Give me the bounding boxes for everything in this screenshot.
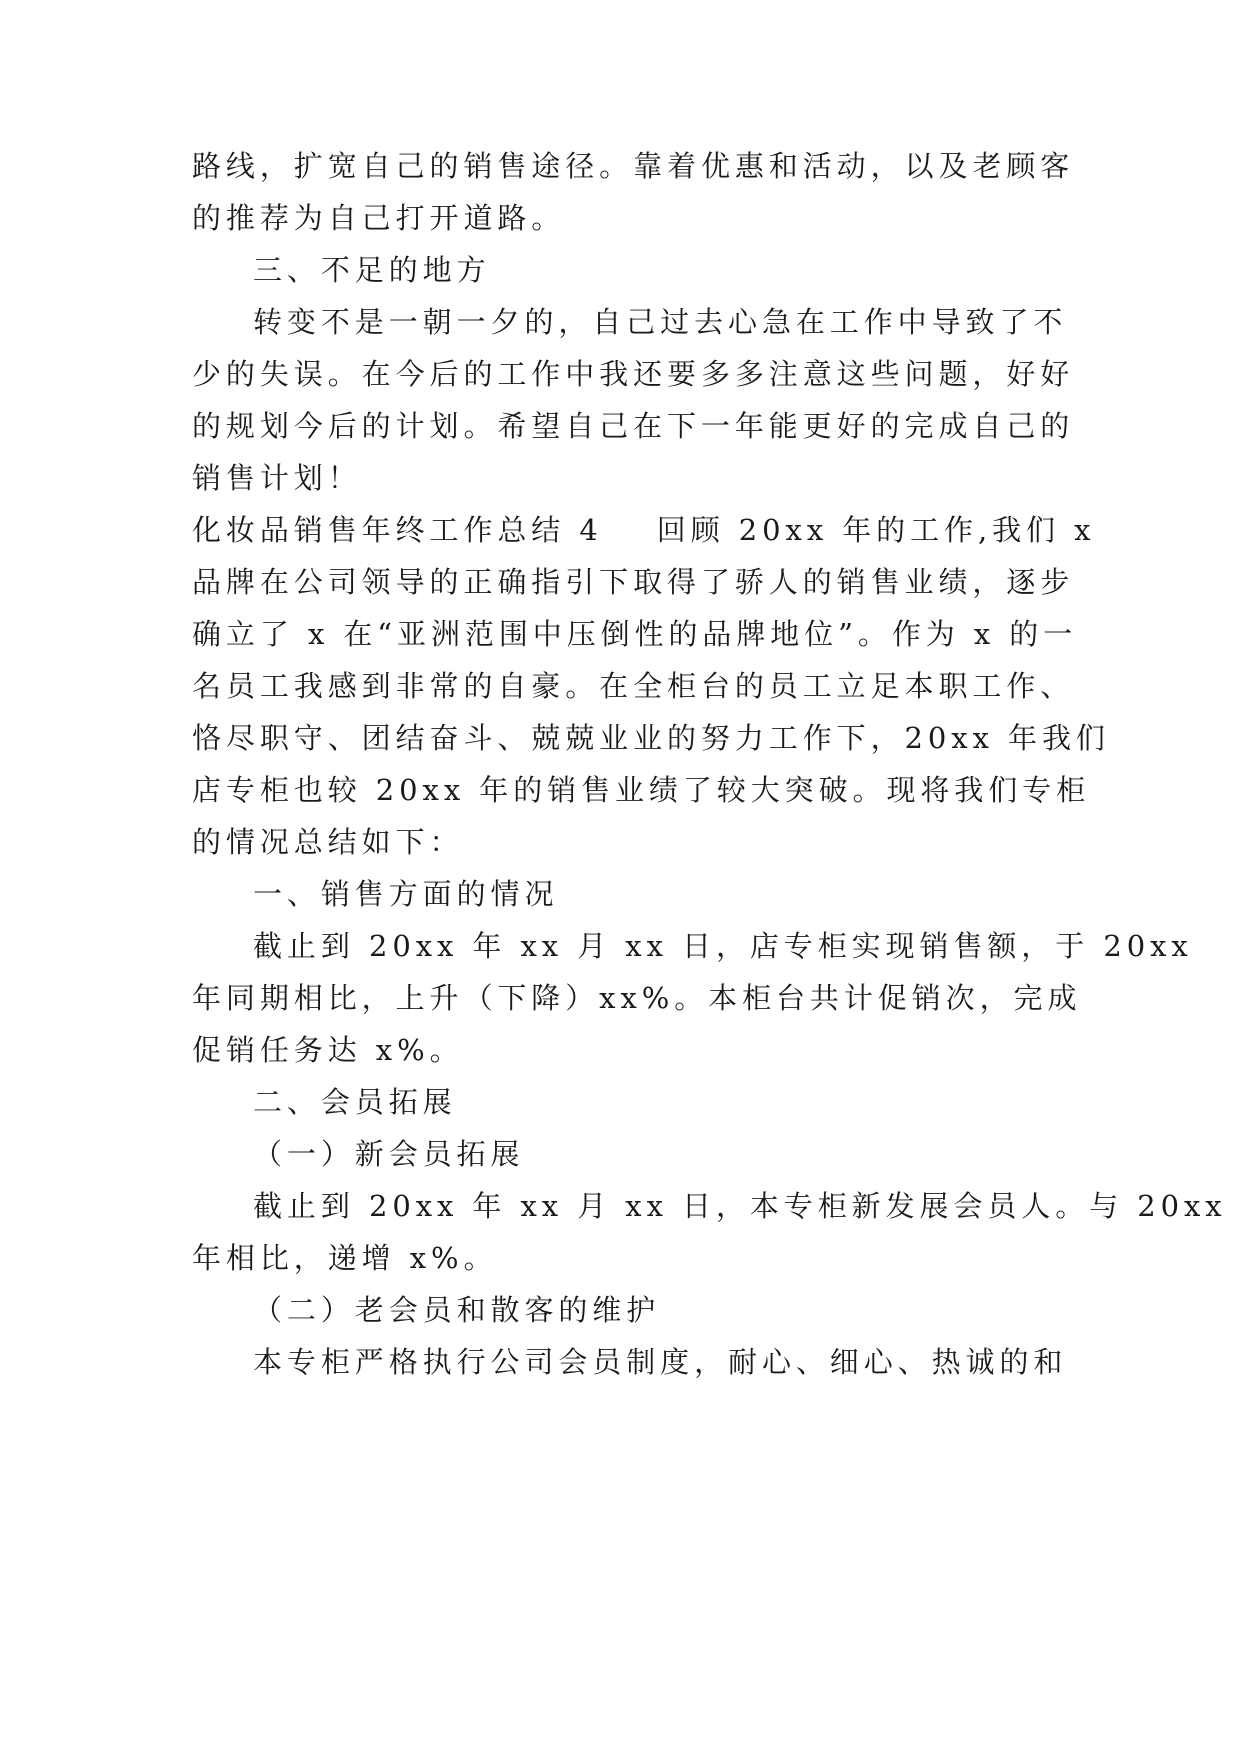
subsection-heading: （二）老会员和散客的维护	[253, 1293, 661, 1327]
paragraph-line: 恪尽职守、团结奋斗、兢兢业业的努力工作下，20xx 年我们	[192, 721, 1110, 755]
paragraph-line: 确立了 x 在“亚洲范围中压倒性的品牌地位”。作为 x 的一	[192, 617, 1078, 651]
paragraph-line: 路线，扩宽自己的销售途径。靠着优惠和活动，以及老顾客	[192, 149, 1075, 183]
paragraph-line: 转变不是一朝一夕的，自己过去心急在工作中导致了不	[253, 305, 1068, 339]
paragraph-line: 本专柜严格执行公司会员制度，耐心、细心、热诚的和	[253, 1345, 1068, 1379]
paragraph-line: 名员工我感到非常的自豪。在全柜台的员工立足本职工作、	[192, 669, 1075, 703]
paragraph-line: 的规划今后的计划。希望自己在下一年能更好的完成自己的	[192, 409, 1075, 443]
section-heading: 三、不足的地方	[253, 253, 491, 287]
paragraph-line: 少的失误。在今后的工作中我还要多多注意这些问题，好好	[192, 357, 1075, 391]
subsection-heading: （一）新会员拓展	[253, 1137, 525, 1171]
section-heading: 二、会员拓展	[253, 1085, 457, 1119]
paragraph-start: 回顾 20xx 年的工作,我们 x	[656, 513, 1096, 547]
section-heading: 一、销售方面的情况	[253, 877, 559, 911]
paragraph-line: 的推荐为自己打开道路。	[192, 201, 566, 235]
paragraph-line: 店专柜也较 20xx 年的销售业绩了较大突破。现将我们专柜	[192, 773, 1091, 807]
paragraph-line: 的情况总结如下：	[192, 825, 464, 859]
paragraph-line: 品牌在公司领导的正确指引下取得了骄人的销售业绩，逐步	[192, 565, 1075, 599]
document-title: 化妆品销售年终工作总结 4	[192, 513, 603, 547]
paragraph-line: 截止到 20xx 年 xx 月 xx 日，本专柜新发展会员人。与 20xx	[253, 1189, 1227, 1223]
paragraph-line: 年同期相比，上升（下降）xx%。本柜台共计促销次，完成	[192, 981, 1082, 1015]
paragraph-line: 促销任务达 x%。	[192, 1033, 464, 1067]
paragraph-line: 销售计划！	[192, 461, 362, 495]
paragraph-line: 截止到 20xx 年 xx 月 xx 日，店专柜实现销售额，于 20xx	[253, 929, 1193, 963]
paragraph-line: 年相比，递增 x%。	[192, 1241, 498, 1275]
title-line	[192, 511, 1096, 549]
